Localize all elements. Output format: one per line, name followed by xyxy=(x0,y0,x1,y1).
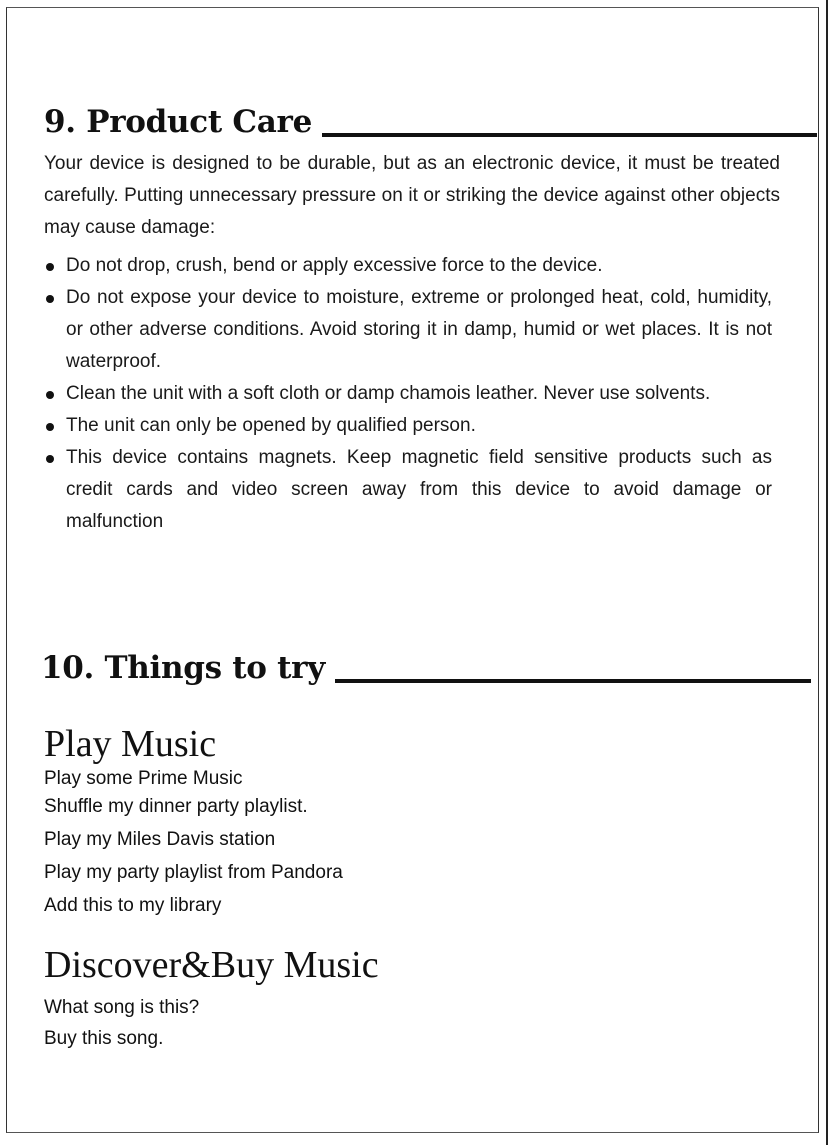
list-item-text: Do not drop, crush, bend or apply excessive force to the device. xyxy=(66,255,603,276)
list-item: Play some Prime Music xyxy=(44,768,243,789)
discover-buy-music-title: Discover&Buy Music xyxy=(44,944,379,986)
product-care-heading-text: 9. Product Care xyxy=(44,104,312,140)
list-item-text: Do not expose your device to moisture, extreme or prolonged heat, cold, humidity, or other adverse conditions. Avoid storing it in damp, humid or wet places. It is not waterproof. xyxy=(66,287,772,372)
list-item: Play my Miles Davis station xyxy=(44,829,276,850)
heading-rule xyxy=(335,679,811,683)
bullet-icon xyxy=(46,263,54,271)
list-item xyxy=(44,410,772,442)
play-music-examples xyxy=(44,768,343,922)
bullet-icon xyxy=(46,423,54,431)
list-item: Shuffle my dinner party playlist. xyxy=(44,796,308,817)
list-item: Buy this song. xyxy=(44,1028,164,1049)
page-edge-line xyxy=(826,0,828,1145)
list-item-text: Clean the unit with a soft cloth or damp chamois leather. Never use solvents. xyxy=(66,383,711,404)
list-item: Add this to my library xyxy=(44,895,222,916)
things-to-try-heading-text: 10. Things to try xyxy=(41,650,325,686)
list-item: What song is this? xyxy=(44,997,200,1018)
heading-rule xyxy=(322,133,817,137)
bullet-icon xyxy=(46,391,54,399)
list-item: Play my party playlist from Pandora xyxy=(44,862,343,883)
things-to-try-heading xyxy=(41,650,811,686)
product-care-intro: Your device is designed to be durable, but as an electronic device, it must be treated carefully. Putting unnecessary pressure on it or striking the device against other objects may cause damage: xyxy=(44,153,780,238)
bullet-icon xyxy=(46,455,54,463)
list-item xyxy=(44,378,772,410)
product-care-heading xyxy=(44,104,817,140)
list-item xyxy=(44,282,772,378)
list-item xyxy=(44,250,772,282)
bullet-icon xyxy=(46,295,54,303)
discover-buy-examples xyxy=(44,992,199,1054)
list-item-text: This device contains magnets. Keep magnetic field sensitive products such as credit cards and video screen away from this device to avoid damage or malfunction xyxy=(66,447,772,532)
play-music-title: Play Music xyxy=(44,723,217,765)
list-item xyxy=(44,442,772,538)
product-care-list xyxy=(44,250,772,538)
list-item-text: The unit can only be opened by qualified person. xyxy=(66,415,476,436)
